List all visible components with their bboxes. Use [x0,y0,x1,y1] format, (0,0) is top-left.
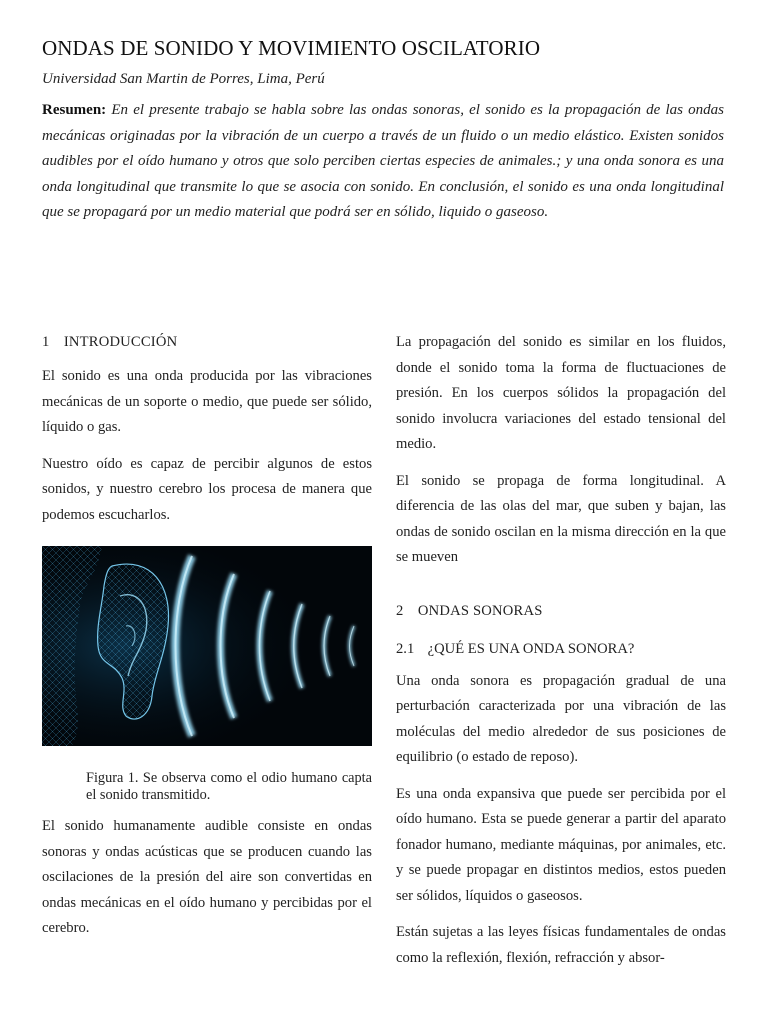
section-title: INTRODUCCIÓN [63,334,178,350]
section-number: 1 [42,334,50,350]
paragraph: El sonido humanamente audible consiste en ondas sonoras y ondas acústicas que se producen cuando las oscilaciones de la presión del aire son convertidas en ondas mecánicas en el oído humano y percibidas por el cerebro. [42,818,372,936]
ear-sound-waves-illustration [42,546,372,746]
section-heading-introduccion [42,332,372,352]
right-column [396,330,726,982]
abstract [42,98,724,226]
figure-caption: Figura 1. Se observa como el odio humano capta el sonido transmitido. [86,770,372,803]
paragraph: Una onda sonora es propagación gradual de una perturbación caracterizada por una vibración de las moléculas del medio alrededor de sus posiciones de equilibrio (o estado de reposo). [396,672,726,765]
paragraph: La propagación del sonido es similar en los fluidos, donde el sonido toma la forma de fluctuaciones de presión. En los cuerpos sólidos la propagación del sonido involucra variaciones del estado tensional del medio. [396,334,726,452]
paragraph: Nuestro oído es capaz de percibir algunos de estos sonidos, y nuestro cerebro los procesa de manera que podemos escucharlos. [42,455,372,523]
section-title: ONDAS SONORAS [417,602,543,619]
section-number: 2 [396,602,404,619]
paragraph: Están sujetas a las leyes físicas fundamentales de ondas como la reflexión, flexión, refracción y absor- [396,924,726,966]
paragraph: Es una onda expansiva que puede ser percibida por el oído humano. Esta se puede generar a partir del aparato fonador humano, mediante máquinas, por animales, etc. y se puede propagar en distintos medios, estos pueden ser sólidos, líquidos o gaseosos. [396,785,726,904]
subsection-number: 2.1 [396,640,415,657]
subsection-title: ¿QUÉ ES UNA ONDA SONORA? [427,640,635,657]
left-column [42,332,372,953]
paper-title: ONDAS DE SONIDO Y MOVIMIENTO OSCILATORIO [42,36,541,60]
abstract-label: Resumen: [42,102,107,118]
paragraph: El sonido se propaga de forma longitudinal. A diferencia de las olas del mar, que suben y bajan, las ondas de sonido oscilan en la misma dirección en la que se mueven [396,472,726,565]
figure-ear-sound-waves [42,546,372,746]
author-affiliation: Universidad San Martin de Porres, Lima, Perú [42,71,325,87]
abstract-text: En el presente trabajo se habla sobre las ondas sonoras, el sonido es la propagación de las ondas mecánicas originadas por la vibración de un cuerpo a través de un fluido o un medio elástico. Existen sonidos audibles por el oído humano y otros que solo perciben ciertas especies de animales.; y una onda sonora es una onda longitudinal que transmite lo que se asocia con sonido. En conclusión, el sonido es una onda longitudinal que se propagará por un medio material que podrá ser en sólido, liquido o gaseoso. [42,102,725,220]
subsection-heading [396,639,726,659]
section-heading-ondas-sonoras [396,601,726,621]
paragraph: El sonido es una onda producida por las vibraciones mecánicas de un soporte o medio, que puede ser sólido, líquido o gas. [42,368,372,435]
